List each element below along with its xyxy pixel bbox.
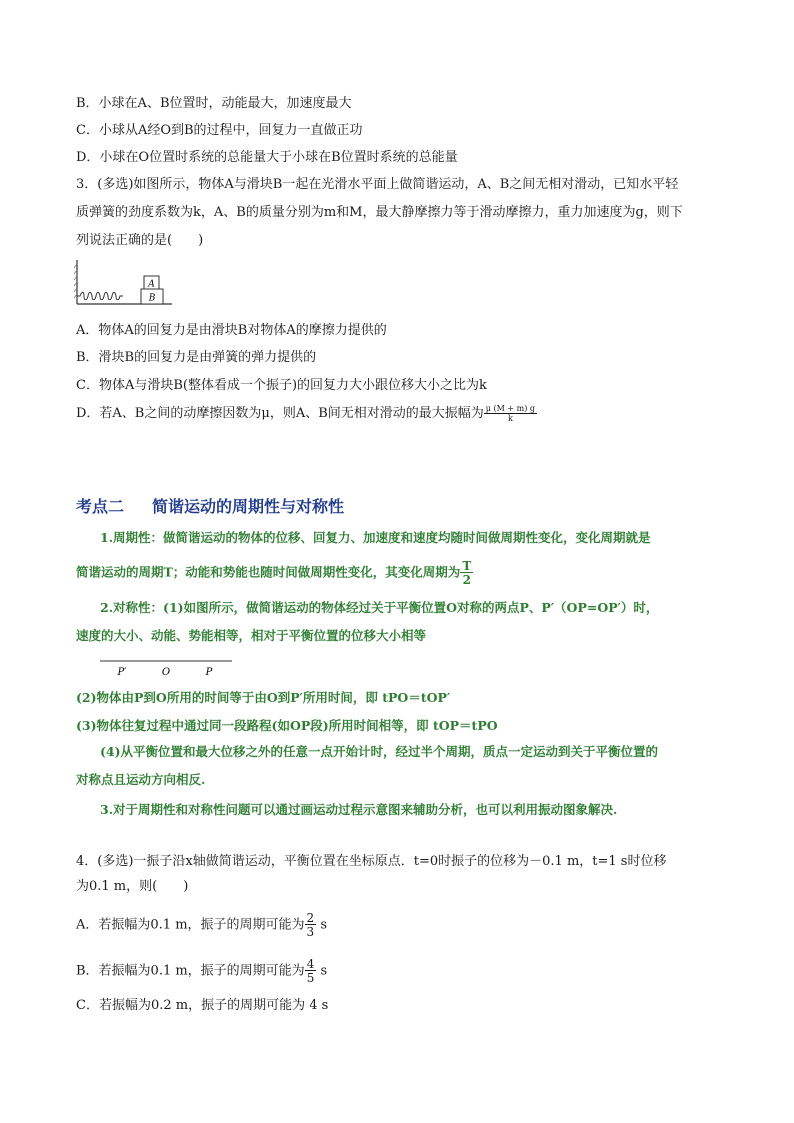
q4-stem-line1: 4．(多选)一振子沿x轴做简谐运动，平衡位置在坐标原点．t=0时振子的位移为－0.1 m，t=1 s时位移 (76, 854, 667, 869)
section-label: 考点二 (76, 497, 125, 516)
point2-sub4-line2: 对称点且运动方向相反. (76, 772, 206, 787)
q4-option-b-fraction (305, 958, 317, 984)
axis-label-o: O (161, 667, 171, 678)
q3-option-a: A．物体A的回复力是由滑块B对物体A的摩擦力提供的 (76, 323, 387, 338)
q2-option-d: D．小球在O位置时系统的总能量大于小球在B位置时系统的总能量 (76, 150, 458, 165)
q4-option-c: C．若振幅为0.2 m，振子的周期可能为 4 s (76, 998, 329, 1013)
position-axis-figure (98, 655, 238, 681)
q3-stem-line1: 3．(多选)如图所示，物体A与滑块B一起在光滑水平面上做简谐运动，A、B之间无相对滑动，已知水平轻 (76, 177, 679, 192)
point3: 3.对于周期性和对称性问题可以通过画运动过程示意图来辅助分析，也可以利用振动图象解决. (100, 802, 618, 817)
q2-option-b: B．小球在A、B位置时，动能最大，加速度最大 (76, 96, 352, 111)
q3-option-d-text: D．若A、B之间的动摩擦因数为μ，则A、B间无相对滑动的最大振幅为 (76, 406, 484, 421)
q4-option-a (76, 912, 327, 938)
axis-label-p: P (205, 667, 213, 678)
point1-line1: 1.周期性：做简谐运动的物体的位移、回复力、加速度和速度均随时间做周期性变化，变化周期就是 (100, 530, 651, 545)
fraction-denominator: 2 (462, 573, 471, 587)
fraction-numerator: T (462, 559, 472, 573)
q3-option-b: B．滑块B的回复力是由弹簧的弹力提供的 (76, 350, 317, 365)
point1-line2 (76, 560, 473, 586)
q3-stem-line3: 列说法正确的是( ) (76, 233, 204, 248)
point1-line2-text: 简谐运动的周期T；动能和势能也随时间做周期性变化，其变化周期为 (76, 564, 461, 580)
q3-option-d-fraction (484, 405, 537, 423)
period-half-fraction (460, 560, 473, 586)
q3-stem-line2: 质弹簧的劲度系数为k，A、B的质量分别为m和M，最大静摩擦力等于滑动摩擦力，重力加速度为g，则下 (76, 205, 683, 220)
q4-option-b (76, 958, 327, 984)
fraction-denominator: k (507, 413, 513, 423)
fraction-numerator: 2 (306, 911, 315, 925)
point2-sub2: (2)物体由P到O所用的时间等于由O到P′所用时间，即 tPO＝tOP′ (76, 690, 451, 705)
point2-line1: 2.对称性：(1)如图所示，做简谐运动的物体经过关于平衡位置O对称的两点P、P′（OP=OP′）时， (100, 600, 659, 615)
block-a-label: A (148, 279, 155, 290)
fraction-numerator: μ (M + m) g (485, 403, 535, 413)
q4-option-b-unit: s (320, 963, 328, 979)
fraction-numerator: 4 (306, 957, 315, 971)
section-heading (76, 494, 344, 517)
axis-label-p-prime: P′ (117, 667, 127, 678)
fraction-denominator: 5 (306, 971, 315, 985)
fraction-denominator: 3 (306, 925, 315, 939)
point2-sub4-line1: (4)从平衡位置和最大位移之外的任意一点开始计时，经过半个周期，质点一定运动到关于平衡位置的 (100, 744, 659, 759)
q4-option-a-unit: s (320, 917, 327, 933)
q3-option-d (76, 404, 537, 424)
q4-option-b-text: B．若振幅为0.1 m，振子的周期可能为 (76, 963, 305, 979)
q4-option-a-text: A．若振幅为0.1 m，振子的周期可能为 (76, 917, 305, 933)
point2-line2: 速度的大小、动能、势能相等，相对于平衡位置的位移大小相等 (76, 628, 427, 643)
q4-option-a-fraction (305, 912, 317, 938)
q3-option-c: C．物体A与滑块B(整体看成一个振子)的回复力大小跟位移大小之比为k (76, 378, 487, 393)
q2-option-c: C．小球从A经O到B的过程中，回复力一直做正功 (76, 123, 363, 138)
block-b-label: B (148, 293, 156, 304)
spring-block-figure (74, 258, 174, 308)
q4-stem-line2: 为0.1 m，则( ) (76, 879, 189, 894)
section-title: 简谐运动的周期性与对称性 (152, 497, 345, 516)
point2-sub3: (3)物体往复过程中通过同一段路程(如OP段)所用时间相等，即 tOP＝tPO (76, 718, 498, 733)
